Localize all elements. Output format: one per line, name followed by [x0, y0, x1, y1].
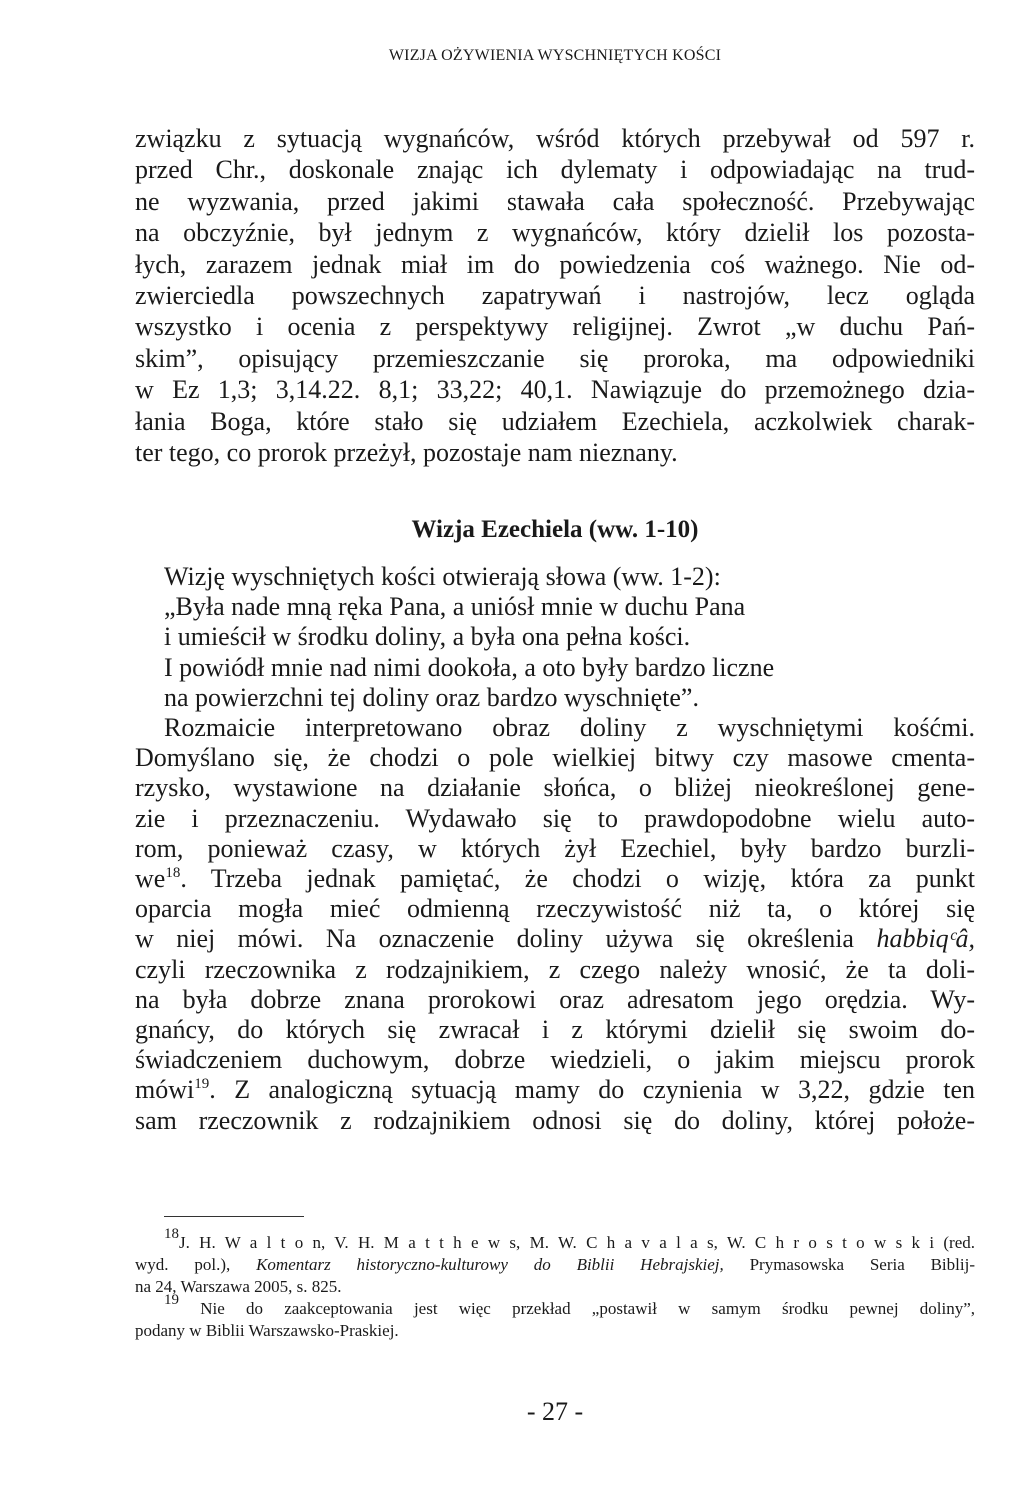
text-line: sam rzeczownik z rodzajnikiem odnosi się do doliny, której położe-: [135, 1105, 975, 1135]
section-heading: Wizja Ezechiela (ww. 1-10): [411, 516, 699, 543]
text-line: [135, 1075, 975, 1105]
page-number: - 27 -: [526, 1397, 584, 1426]
text-line: łych, zarazem jednak miał im do powiedzenia coś ważnego. Nie od-: [135, 249, 975, 279]
footnote-author: J. H. W a l t o n,: [179, 1233, 326, 1252]
quote-line: na powierzchni tej doliny oraz bardzo wyschnięte”.: [164, 682, 699, 712]
text-line: łania Boga, które stało się udziałem Ezechiela, aczkolwiek charak-: [135, 406, 975, 436]
footnote-ref-19[interactable]: 19: [194, 1076, 210, 1093]
text-line: [135, 924, 975, 954]
text-fragment: mówi: [135, 1075, 195, 1105]
quote-line: I powiódł mnie nad nimi dookoła, a oto były bardzo liczne: [164, 652, 775, 682]
text-line: czyli rzeczownika z rodzajnikiem, z czego należy wnosić, że ta doli-: [135, 954, 975, 984]
footnote-number: 18: [164, 1226, 179, 1242]
footnote-divider: [164, 1216, 304, 1217]
hebrew-term: habbiqᶜâ,: [876, 924, 975, 954]
text-fragment: Nie do zaakceptowania jest więc przekład „postawił w samym środku pewnej doliny”,: [200, 1299, 976, 1318]
footnote-18: [135, 1226, 975, 1254]
text-fragment: Prymasowska Seria Biblij-: [723, 1255, 975, 1274]
book-title: Komentarz historyczno-kulturowy do Biblii Hebrajskiej,: [256, 1255, 724, 1274]
text-line: na była dobrze znana prorokowi oraz adresatom jego orędzia. Wy-: [135, 984, 975, 1014]
text-line: świadczeniem duchowym, dobrze wiedzieli, o jakim miejscu prorok: [135, 1045, 975, 1075]
footnote-line: podany w Biblii Warszawsko-Praskiej.: [135, 1321, 399, 1340]
footnote-author: W. C h r o s t o w s k i: [726, 1233, 935, 1252]
footnote-line: na 24, Warszawa 2005, s. 825.: [135, 1277, 342, 1296]
text-fragment: . Trzeba jednak pamiętać, że chodzi o wizję, która za punkt: [180, 864, 975, 894]
footnote-number: 19: [164, 1292, 179, 1308]
text-line: rzysko, wystawione na działanie słońca, o bliżej nieokreślonej gene-: [135, 773, 975, 803]
text-fragment: . Z analogiczną sytuacją mamy do czynienia w 3,22, gdzie ten: [209, 1075, 975, 1105]
running-head: WIZJA OŻYWIENIA WYSCHNIĘTYCH KOŚCI: [388, 47, 722, 64]
footnote-author: V. H. M a t t h e w s,: [334, 1233, 521, 1252]
text-line: [135, 864, 975, 894]
section-body: [135, 562, 975, 1136]
text-line: rom, ponieważ czasy, w których żył Ezechiel, były bardzo burzli-: [135, 833, 975, 863]
text-fragment: (red.: [943, 1233, 975, 1252]
quote-line: „Była nade mną ręka Pana, a uniósł mnie w duchu Pana: [164, 592, 746, 622]
footnote-ref-18[interactable]: 18: [165, 865, 181, 882]
text-line: zie i przeznaczeniu. Wydawało się to prawdopodobne wielu auto-: [135, 803, 975, 833]
footnotes: [135, 1226, 976, 1342]
text-line: przed Chr., doskonale znając ich dylematy i odpowiadając na trud-: [135, 155, 975, 185]
text-line: zwierciedla powszechnych zapatrywań i nastrojów, lecz ogląda: [135, 281, 975, 311]
text-fragment: w niej mówi. Na oznaczenie doliny używa się określenia: [135, 924, 877, 954]
text-line: w Ez 1,3; 3,14.22. 8,1; 33,22; 40,1. Nawiązuje do przemożnego dzia-: [135, 375, 975, 405]
quote-line: i umieścił w środku doliny, a była ona pełna kości.: [164, 622, 691, 652]
footnote-author: M. W. C h a v a l a s,: [529, 1233, 718, 1252]
text-fragment: wyd. pol.),: [135, 1255, 257, 1274]
text-line: skim”, opisujący przemieszczanie się proroka, ma odpowiedniki: [135, 343, 975, 373]
text-line: Domyślano się, że chodzi o pole wielkiej bitwy czy masowe cmenta-: [135, 743, 975, 773]
text-fragment: we: [135, 864, 166, 894]
text-line: na obczyźnie, był jednym z wygnańców, który dzielił los pozosta-: [135, 218, 975, 248]
text-line: Rozmaicie interpretowano obraz doliny z wyschniętymi kośćmi.: [164, 713, 975, 743]
text-line: związku z sytuacją wygnańców, wśród których przebywał od 597 r.: [135, 124, 975, 153]
text-line: wszystko i ocenia z perspektywy religijnej. Zwrot „w duchu Pań-: [135, 312, 975, 342]
text-line: gnańcy, do których się zwracał i z którymi dzielił się swoim do-: [135, 1015, 975, 1045]
intro-line: Wizję wyschniętych kości otwierają słowa (ww. 1-2):: [164, 562, 721, 591]
paragraph-1: [135, 123, 975, 468]
text-line: oparcia mogła mieć odmienną rzeczywistość niż ta, o której się: [135, 894, 975, 924]
footnote-line: [135, 1254, 975, 1276]
text-line: ne wyzwania, przed jakimi stawała cała społeczność. Przebywając: [135, 186, 975, 216]
text-line: ter tego, co prorok przeżył, pozostaje nam nieznany.: [135, 438, 678, 468]
footnote-19: [135, 1292, 976, 1320]
